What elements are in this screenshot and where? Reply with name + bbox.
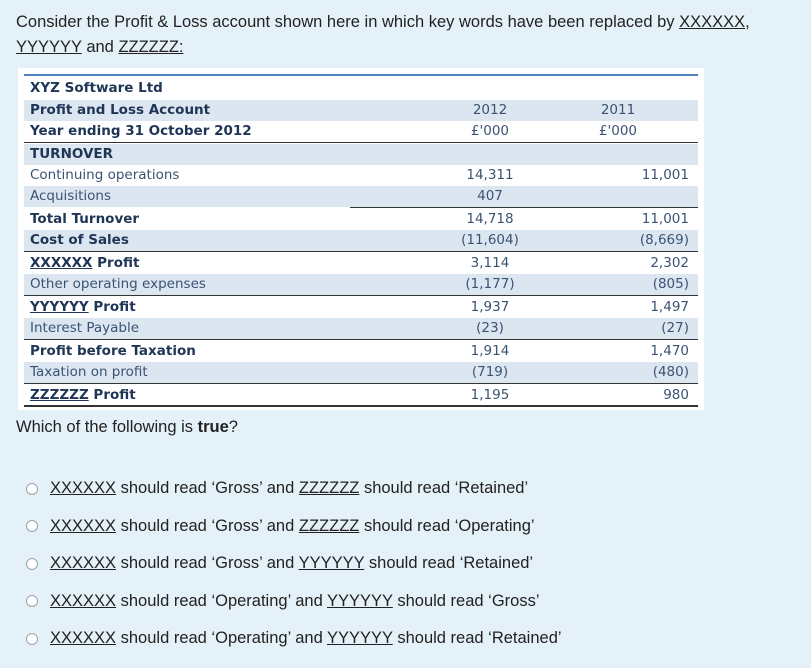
year-row [24, 121, 698, 142]
option-term: XXXXXX [50, 591, 117, 610]
question-intro [16, 10, 796, 60]
profit-loss-table [18, 68, 704, 410]
row-value-2011: 1,497 [650, 299, 689, 315]
question-emphasis: true [197, 418, 229, 436]
table-row [24, 253, 698, 274]
row-label: Taxation on profit [30, 364, 148, 380]
row-label: Profit before Taxation [30, 343, 196, 359]
option-term: XXXXXX [50, 516, 117, 535]
option-label [50, 592, 540, 611]
table-row [24, 165, 698, 186]
option-label [50, 554, 533, 573]
option-text: should read ‘Operating’ and [116, 629, 328, 648]
answer-option-2[interactable] [26, 508, 562, 546]
option-term: YYYYYY [327, 591, 393, 610]
option-term: XXXXXX [50, 629, 117, 648]
table-row [24, 209, 698, 230]
table-row [24, 385, 698, 406]
row-value-2012: (23) [476, 320, 504, 336]
intro-comma: , [745, 13, 750, 31]
row-label: TURNOVER [30, 146, 114, 162]
row-value-2011: (480) [652, 364, 689, 380]
row-value-2011: 11,001 [641, 211, 689, 227]
option-term: XXXXXX [50, 554, 117, 573]
row-value-2011: 980 [663, 387, 689, 403]
row-label: Continuing operations [30, 167, 180, 183]
row-value-2011: (27) [661, 320, 689, 336]
table-row [24, 318, 698, 339]
radio-button[interactable] [26, 520, 38, 532]
tax-rule [24, 383, 698, 384]
option-label [50, 629, 562, 648]
table-row [24, 297, 698, 318]
table-row [24, 186, 698, 207]
placeholder-z-label: ZZZZZZ [30, 387, 89, 403]
company-name: XYZ Software Ltd [30, 80, 163, 96]
row-value-2012: 3,114 [470, 255, 510, 271]
row-value-2012: (1,177) [465, 276, 515, 292]
interest-rule [24, 339, 698, 340]
row-value-2012: (719) [471, 364, 509, 380]
row-label: Profit [88, 387, 136, 403]
row-value-2011: (805) [652, 276, 689, 292]
option-text: should read ‘Gross’ and [116, 554, 299, 573]
col2-unit: £'000 [598, 123, 638, 139]
row-value-2011: 1,470 [650, 343, 689, 359]
row-label: Cost of Sales [30, 232, 129, 248]
table-row [24, 362, 698, 383]
option-text: should read ‘Gross’ and [116, 516, 299, 535]
question-text: Which of the following is [16, 418, 198, 436]
row-value-2011: 2,302 [650, 255, 689, 271]
row-label: Other operating expenses [30, 276, 206, 292]
option-term: ZZZZZZ [298, 479, 360, 498]
question-mark: ? [228, 418, 238, 436]
row-label: Profit [92, 255, 140, 271]
row-value-2012: 14,718 [466, 211, 514, 227]
row-value-2012: 14,311 [466, 167, 514, 183]
title-row [24, 100, 698, 121]
col2-year: 2011 [600, 102, 636, 118]
row-value-2011: (8,669) [639, 232, 689, 248]
option-text: should read ‘Operating’ and [116, 591, 328, 610]
option-term: YYYYYY [298, 554, 365, 573]
col1-unit: £'000 [470, 123, 510, 139]
placeholder-x: XXXXXX [679, 13, 746, 31]
option-label [50, 517, 535, 536]
option-text: should read ‘Operating’ [359, 516, 535, 535]
answer-option-3[interactable] [26, 545, 562, 583]
answer-options [26, 470, 562, 658]
table-top-rule [24, 74, 698, 76]
question-prompt [16, 418, 238, 437]
table-row [24, 274, 698, 295]
placeholder-z: ZZZZZZ: [118, 38, 184, 56]
radio-button[interactable] [26, 558, 38, 570]
option-term: ZZZZZZ [298, 516, 360, 535]
option-label [50, 479, 528, 498]
option-text: should read ‘Gross’ and [116, 479, 299, 498]
row-value-2012: 1,914 [470, 343, 510, 359]
intro-text: Consider the Profit & Loss account shown here in which key words have been replaced by [16, 13, 680, 31]
placeholder-x-label: XXXXXX [30, 255, 93, 271]
table-row [24, 230, 698, 251]
intro-and: and [81, 38, 119, 56]
row-label: Acquisitions [30, 188, 111, 204]
year-ending: Year ending 31 October 2012 [30, 123, 252, 139]
answer-option-1[interactable] [26, 470, 562, 508]
gross-rule [24, 251, 698, 252]
option-text: should read ‘Gross’ [392, 591, 540, 610]
answer-option-5[interactable] [26, 620, 562, 658]
radio-button[interactable] [26, 633, 38, 645]
row-value-2011: 11,001 [641, 167, 689, 183]
radio-button[interactable] [26, 595, 38, 607]
table-title: Profit and Loss Account [30, 102, 211, 118]
row-value-2012: 407 [477, 188, 503, 204]
row-label: Total Turnover [30, 211, 140, 227]
row-value-2012: 1,195 [470, 387, 510, 403]
option-term: XXXXXX [50, 479, 117, 498]
option-text: should read ‘Retained’ [359, 479, 529, 498]
answer-option-4[interactable] [26, 583, 562, 621]
placeholder-y-label: YYYYYY [30, 299, 89, 315]
col1-year: 2012 [472, 102, 508, 118]
subtotal-rule [350, 207, 698, 208]
row-label: Profit [88, 299, 136, 315]
radio-button[interactable] [26, 483, 38, 495]
header-rule [24, 142, 698, 143]
row-value-2012: (11,604) [461, 232, 519, 248]
placeholder-y: YYYYYY [16, 38, 82, 56]
company-row [24, 78, 698, 99]
option-text: should read ‘Retained’ [364, 554, 534, 573]
table-row [24, 341, 698, 362]
operating-rule [24, 295, 698, 296]
row-value-2012: 1,937 [470, 299, 510, 315]
bottom-rule [24, 405, 698, 407]
row-label: Interest Payable [30, 320, 140, 336]
option-term: YYYYYY [327, 629, 393, 648]
option-text: should read ‘Retained’ [392, 629, 562, 648]
table-row [24, 144, 698, 165]
